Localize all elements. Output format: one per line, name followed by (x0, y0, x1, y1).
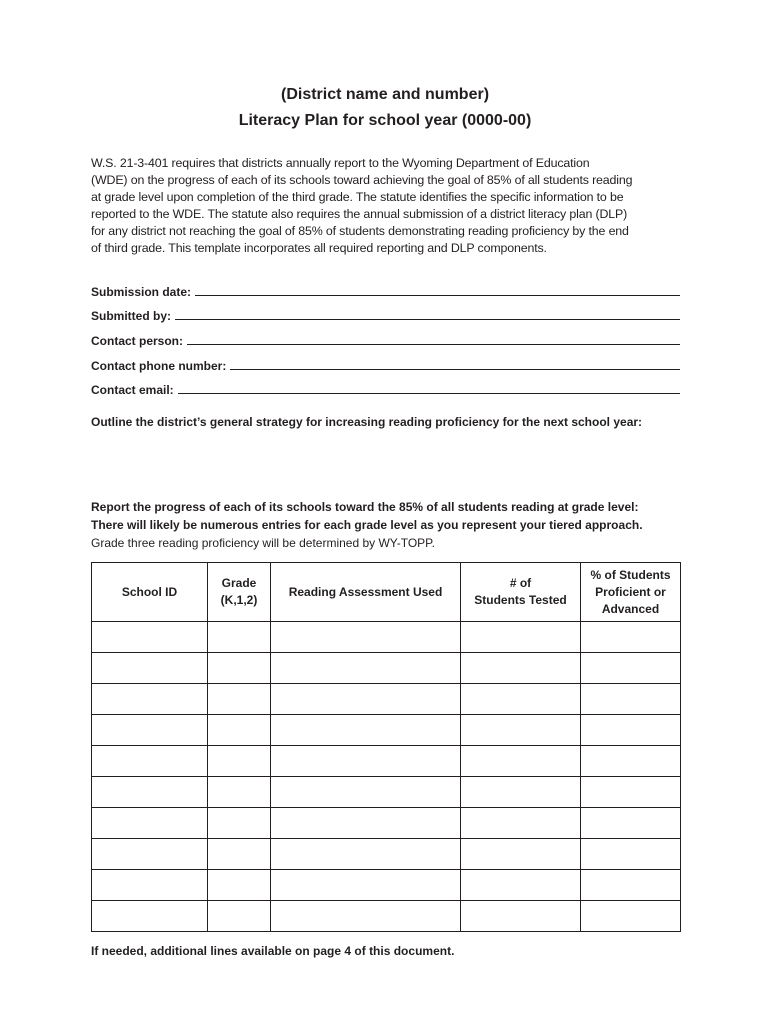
header-reading-assessment (271, 563, 461, 622)
progress-table (91, 562, 681, 932)
tested-cell[interactable] (461, 684, 581, 715)
strategy-prompt: Outline the district’s general strategy for increasing reading proficiency for the next school year: (91, 415, 643, 429)
tested-cell[interactable] (461, 653, 581, 684)
proficient-cell[interactable] (581, 777, 681, 808)
plan-title: Literacy Plan for school year (0000-00) (238, 112, 532, 129)
assessment-cell[interactable] (271, 622, 461, 653)
school-id-cell[interactable] (92, 777, 208, 808)
intro-line: (WDE) on the progress of each of its schools toward achieving the goal of 85% of all students reading (91, 173, 633, 188)
tested-cell[interactable] (461, 839, 581, 870)
submission-date-field[interactable] (91, 282, 680, 299)
school-id-cell[interactable] (92, 870, 208, 901)
intro-line: reported to the WDE. The statute also requires the annual submission of a district literacy plan (DLP) (91, 207, 628, 222)
assessment-cell[interactable] (271, 653, 461, 684)
header-text: Grade (221, 576, 257, 590)
header-text: # of (509, 576, 532, 590)
proficient-cell[interactable] (581, 808, 681, 839)
contact-email-label: Contact email: (91, 383, 174, 397)
tested-cell[interactable] (461, 715, 581, 746)
grade-cell[interactable] (208, 653, 271, 684)
grade-cell[interactable] (208, 746, 271, 777)
grade-cell[interactable] (208, 839, 271, 870)
grade-cell[interactable] (208, 622, 271, 653)
grade-cell[interactable] (208, 870, 271, 901)
table-header-row (92, 563, 681, 622)
header-text: Advanced (601, 601, 660, 616)
submitted-by-line[interactable] (175, 319, 680, 320)
header-percent-proficient (581, 563, 681, 622)
contact-email-field[interactable] (91, 380, 680, 397)
school-id-cell[interactable] (92, 839, 208, 870)
table-row (92, 870, 681, 901)
district-title: (District name and number) (280, 86, 490, 103)
wy-topp-note: Grade three reading proficiency will be determined by WY-TOPP. (91, 536, 435, 550)
tested-cell[interactable] (461, 622, 581, 653)
contact-phone-line[interactable] (230, 369, 680, 370)
assessment-cell[interactable] (271, 684, 461, 715)
proficient-cell[interactable] (581, 715, 681, 746)
table-row (92, 715, 681, 746)
intro-line: of third grade. This template incorporates all required reporting and DLP components. (91, 241, 547, 256)
grade-cell[interactable] (208, 684, 271, 715)
table-row (92, 746, 681, 777)
header-text: % of Students (590, 567, 671, 582)
proficient-cell[interactable] (581, 870, 681, 901)
intro-paragraph (91, 155, 681, 258)
grade-cell[interactable] (208, 901, 271, 932)
table-row (92, 684, 681, 715)
tested-cell[interactable] (461, 746, 581, 777)
proficient-cell[interactable] (581, 901, 681, 932)
contact-phone-field[interactable] (91, 356, 680, 373)
assessment-cell[interactable] (271, 870, 461, 901)
assessment-cell[interactable] (271, 839, 461, 870)
footer-note: If needed, additional lines available on page 4 of this document. (91, 944, 455, 958)
school-id-cell[interactable] (92, 808, 208, 839)
table-row (92, 622, 681, 653)
assessment-cell[interactable] (271, 777, 461, 808)
header-text: School ID (121, 584, 178, 599)
school-id-cell[interactable] (92, 715, 208, 746)
proficient-cell[interactable] (581, 653, 681, 684)
assessment-cell[interactable] (271, 746, 461, 777)
tested-cell[interactable] (461, 901, 581, 932)
intro-line: at grade level upon completion of the third grade. The statute identifies the specific information to be (91, 190, 624, 205)
table-row (92, 777, 681, 808)
header-text: Proficient or (595, 584, 666, 599)
submission-date-label: Submission date: (91, 285, 192, 299)
contact-person-label: Contact person: (91, 334, 184, 348)
table-row (92, 653, 681, 684)
assessment-cell[interactable] (271, 715, 461, 746)
table-body (92, 622, 681, 932)
header-school-id (92, 563, 208, 622)
table-row (92, 901, 681, 932)
school-id-cell[interactable] (92, 746, 208, 777)
school-id-cell[interactable] (92, 901, 208, 932)
header-text: Students Tested (474, 593, 567, 607)
school-id-cell[interactable] (92, 622, 208, 653)
proficient-cell[interactable] (581, 622, 681, 653)
assessment-cell[interactable] (271, 808, 461, 839)
header-text: (K,1,2) (220, 593, 258, 607)
contact-person-field[interactable] (91, 331, 680, 348)
proficient-cell[interactable] (581, 746, 681, 777)
header-text: Reading Assessment Used (288, 584, 443, 599)
tested-cell[interactable] (461, 808, 581, 839)
school-id-cell[interactable] (92, 684, 208, 715)
school-id-cell[interactable] (92, 653, 208, 684)
grade-cell[interactable] (208, 777, 271, 808)
table-row (92, 839, 681, 870)
grade-cell[interactable] (208, 808, 271, 839)
submitted-by-label: Submitted by: (91, 309, 171, 323)
intro-line: W.S. 21-3-401 requires that districts annually report to the Wyoming Department of Education (91, 156, 590, 170)
header-grade (208, 563, 271, 622)
tested-cell[interactable] (461, 777, 581, 808)
submitted-by-field[interactable] (91, 306, 680, 323)
contact-phone-label: Contact phone number: (91, 359, 227, 373)
proficient-cell[interactable] (581, 839, 681, 870)
intro-line: for any district not reaching the goal of 85% of students demonstrating reading proficiency by the end (91, 224, 629, 239)
header-students-tested (461, 563, 581, 622)
assessment-cell[interactable] (271, 901, 461, 932)
contact-email-line[interactable] (178, 393, 680, 394)
tested-cell[interactable] (461, 870, 581, 901)
progress-heading-line2: There will likely be numerous entries for each grade level as you represent your tiered approach. (91, 518, 643, 532)
submission-date-line[interactable] (195, 295, 680, 296)
proficient-cell[interactable] (581, 684, 681, 715)
progress-heading-line1: Report the progress of each of its schools toward the 85% of all students reading at grade level: (91, 500, 639, 514)
contact-person-line[interactable] (187, 344, 680, 345)
table-row (92, 808, 681, 839)
grade-cell[interactable] (208, 715, 271, 746)
